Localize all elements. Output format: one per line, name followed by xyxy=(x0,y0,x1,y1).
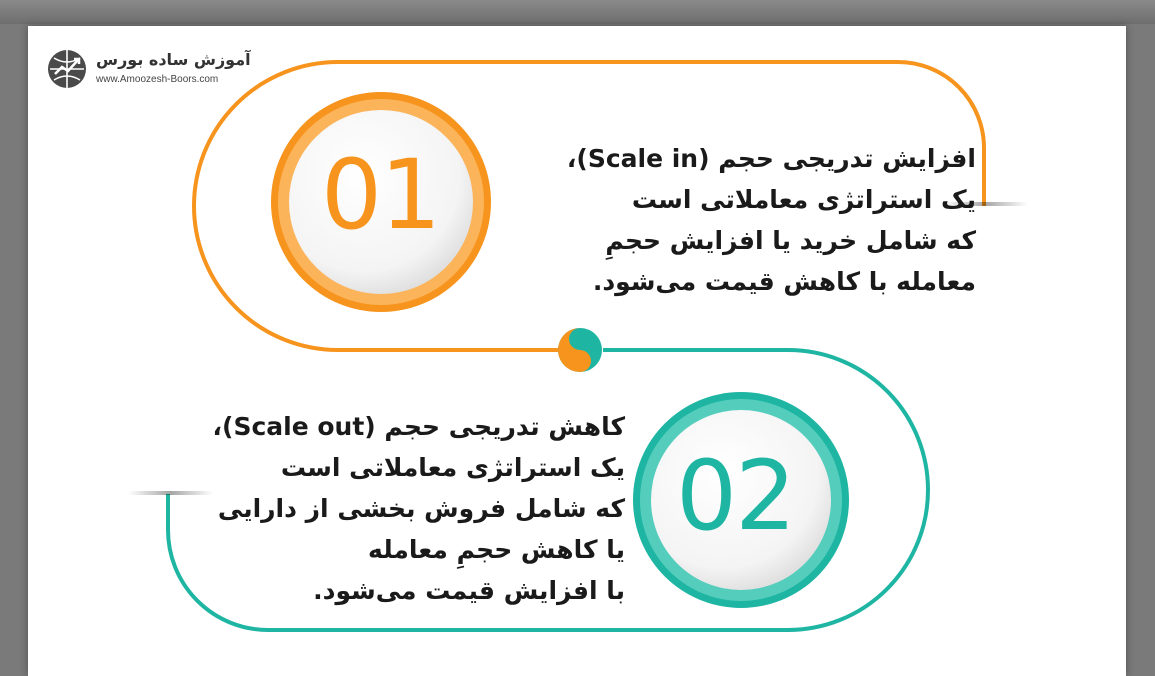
connector-icon xyxy=(558,328,602,372)
text-line: یک استراتژی معاملاتی است xyxy=(280,453,625,482)
text-line: معامله با کاهش قیمت می‌شود. xyxy=(592,267,976,296)
step-number-02: 02 xyxy=(676,440,795,552)
step-number-01: 01 xyxy=(321,139,440,251)
text-line: افزایش تدریجی حجم (Scale in)، xyxy=(566,144,976,173)
window-frame xyxy=(0,0,1155,24)
text-line: که شامل خرید یا افزایش حجمِ xyxy=(605,226,976,255)
text-line: کاهش تدریجی حجم (Scale out)، xyxy=(212,412,625,441)
text-line: با افزایش قیمت می‌شود. xyxy=(313,576,625,605)
text-line: یا کاهش حجمِ معامله xyxy=(368,535,625,564)
step-text-01 xyxy=(536,138,976,302)
step-text-02 xyxy=(193,406,625,611)
logo-url: www.Amoozesh-Boors.com xyxy=(96,74,219,85)
infographic-card xyxy=(28,26,1126,676)
text-line: یک استراتژی معاملاتی است xyxy=(631,185,976,214)
text-line: که شامل فروش بخشی از دارایی xyxy=(217,494,625,523)
logo-title: آموزش ساده بورس xyxy=(96,50,251,69)
